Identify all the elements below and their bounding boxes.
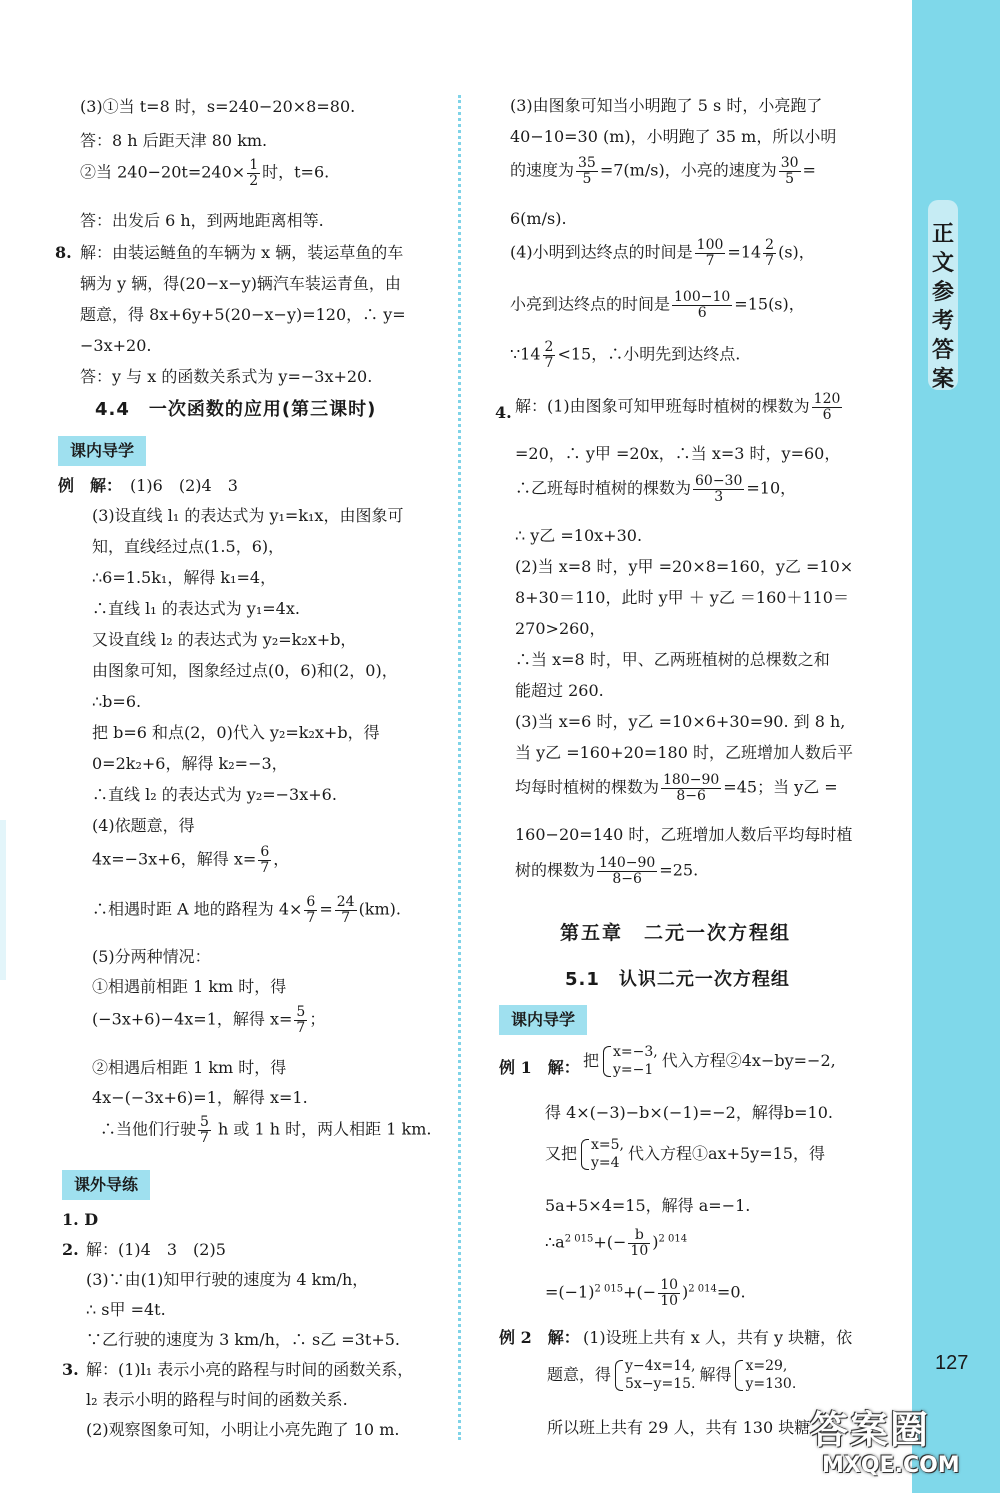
- text-line: =20，∴ y甲 =20x，∴当 x=3 时，y=60，: [515, 444, 841, 463]
- text-segment: +(−: [623, 1282, 657, 1302]
- text-line: 40−10=30 (m)，小明跑了 35 m，所以小明: [510, 127, 837, 146]
- text-segment: ): [682, 1282, 689, 1302]
- text-line: 又设直线 l₂ 的表达式为 y₂=k₂x+b，: [92, 630, 357, 649]
- text-segment: 解：(1)由图象可知甲班每时植树的棵数为: [515, 396, 810, 416]
- fraction-numerator: 120: [813, 391, 841, 407]
- text-segment: =7(m/s)，小亮的速度为: [599, 160, 777, 180]
- text-segment: 小亮到达终点的时间是: [510, 294, 671, 314]
- fraction-denominator: 7: [705, 252, 715, 269]
- text-line: ∴直线 l₁ 的表达式为 y₁=4x.: [92, 599, 300, 618]
- text-line: (1)6 (2)4 3: [130, 476, 238, 495]
- text-line: ∴直线 l₂ 的表达式为 y₂=−3x+6.: [92, 785, 337, 804]
- fraction-denominator: 3: [714, 488, 724, 505]
- text-segment: 时，t=6.: [262, 162, 330, 182]
- fraction-denominator: 7: [260, 859, 270, 876]
- text-line: 答：y 与 x 的函数关系式为 y=−3x+20.: [80, 367, 373, 386]
- watermark-text: 答案圈: [810, 1408, 931, 1452]
- text-line: (3)①当 t=8 时，s=240−20×8=80.: [80, 97, 356, 116]
- formula-line: [510, 290, 805, 320]
- formula-line: [92, 1005, 325, 1035]
- text-segment: (−3x+6)−4x=1，解得 x=: [92, 1009, 293, 1029]
- fraction-numerator: 35: [578, 155, 596, 171]
- formula-line: [547, 1358, 800, 1393]
- text-line: ∴ y乙 =10x+30.: [515, 526, 643, 545]
- text-segment: 解得: [699, 1365, 732, 1384]
- formula-line: [100, 1115, 431, 1145]
- question-number: 8.: [55, 243, 72, 262]
- text-segment: +(−: [593, 1232, 627, 1252]
- fraction-numerator: 140−90: [599, 855, 656, 871]
- fraction: [763, 238, 776, 268]
- formula-line: [515, 773, 838, 803]
- text-segment: ∴相遇时距 A 地的路程为 4×: [92, 899, 303, 919]
- fraction-numerator: 2: [544, 339, 554, 355]
- fraction-denominator: 7: [765, 252, 775, 269]
- text-segment: 代入方程①ax+5y=15，得: [628, 1144, 825, 1163]
- watermark-logo: [810, 1408, 995, 1488]
- fraction-numerator: 180−90: [663, 772, 720, 788]
- equation-system: [581, 1137, 624, 1172]
- text-segment: 又把: [545, 1144, 578, 1163]
- formula-line: [515, 856, 698, 886]
- text-line: (5)分两种情况：: [92, 947, 211, 966]
- formula-line: [545, 1137, 825, 1172]
- exponent: 2 014: [658, 1233, 688, 1245]
- formula-line: [92, 845, 289, 875]
- text-segment: 均每时植树的棵数为: [515, 777, 660, 797]
- text-line: 5a+5×4=15，解得 a=−1.: [545, 1196, 751, 1215]
- question-number: 4.: [495, 403, 512, 422]
- text-segment: ∵14: [510, 344, 541, 364]
- text-segment: (4)小明到达终点的时间是: [510, 242, 693, 262]
- fraction-denominator: 5: [785, 170, 795, 187]
- text-line: 解：(1)l₁ 表示小亮的路程与时间的函数关系，: [86, 1360, 414, 1379]
- system-line: y=4: [591, 1154, 620, 1171]
- text-segment: ，: [273, 849, 290, 869]
- text-line: ∴当 x=8 时，甲、乙两班植树的总棵数之和: [515, 650, 830, 669]
- text-segment: ∴当他们行驶: [100, 1119, 197, 1139]
- text-line: (3)当 x=6 时，y乙 =10×6+30=90. 到 8 h,: [515, 712, 846, 731]
- page-number: 127: [935, 1352, 969, 1374]
- fraction: [335, 895, 357, 925]
- formula-line: [515, 392, 844, 422]
- fraction: [812, 392, 843, 422]
- text-line: l₂ 表示小明的路程与时间的函数关系.: [86, 1390, 348, 1409]
- fraction-denominator: 10: [630, 1242, 649, 1259]
- text-segment: ②当 240−20t=240×: [80, 162, 246, 182]
- fraction: [672, 290, 732, 320]
- formula-line: [510, 238, 815, 268]
- text-line: ∵乙行驶的速度为 3 km/h，∴ s乙 =3t+5.: [86, 1330, 400, 1349]
- left-edge-shade: [0, 820, 6, 980]
- text-line: 能超过 260.: [515, 681, 604, 700]
- text-segment: 的速度为: [510, 160, 575, 180]
- fraction: [661, 773, 721, 803]
- formula-line: [80, 158, 329, 188]
- equation-system: [735, 1358, 796, 1393]
- fraction: [597, 856, 657, 886]
- fraction: [258, 845, 271, 875]
- section-tag: 课内导学: [499, 1005, 587, 1035]
- system-line: y−4x=14,: [625, 1358, 696, 1374]
- exponent: 2 015: [564, 1233, 594, 1245]
- text-line: 解：(1)4 3 (2)5: [86, 1240, 226, 1259]
- text-line: 知，直线经过点(1.5，6)，: [92, 537, 285, 556]
- text-segment: ): [652, 1232, 659, 1252]
- fraction-denominator: 5: [582, 170, 592, 187]
- fraction-numerator: b: [628, 1228, 650, 1244]
- example-label: 例 解：: [58, 476, 123, 495]
- fraction-numerator: 6: [306, 894, 316, 910]
- text-line: ∴6=1.5k₁，解得 k₁=4，: [92, 568, 277, 587]
- system-line: x=29,: [745, 1358, 788, 1374]
- fraction: [779, 156, 801, 186]
- text-line: ∴b=6.: [92, 692, 142, 711]
- fraction: [576, 156, 598, 186]
- text-line: 由图象可知，图象经过点(0，6)和(2，0)，: [92, 661, 398, 680]
- fraction-numerator: 100−10: [674, 289, 731, 305]
- text-line: ∴ s甲 =4t.: [86, 1300, 166, 1319]
- text-segment: ∴乙班每时植树的棵数为: [515, 478, 692, 498]
- text-segment: 把: [583, 1051, 600, 1070]
- text-line: 160−20=140 时，乙班增加人数后平均每时植: [515, 825, 853, 844]
- text-line: 答：出发后 6 h，到两地距离相等.: [80, 211, 324, 230]
- fraction-numerator: 5: [296, 1004, 306, 1020]
- section-title: 4.4 一次函数的应用(第三课时): [95, 399, 377, 420]
- fraction: [247, 158, 260, 188]
- text-segment: (s)，: [778, 242, 815, 262]
- question-number: 2.: [62, 1240, 79, 1259]
- text-line: 答：8 h 后距天津 80 km.: [80, 131, 268, 150]
- text-line: 当 y乙 =160+20=180 时，乙班增加人数后平: [515, 743, 853, 762]
- section-title: 5.1 认识二元一次方程组: [565, 969, 790, 990]
- text-line: 270>260，: [515, 619, 606, 638]
- text-line: (3)∵由(1)知甲行驶的速度为 4 km/h，: [86, 1270, 369, 1289]
- fraction-numerator: 2: [765, 237, 775, 253]
- fraction-denominator: 6: [822, 406, 832, 423]
- fraction-numerator: 100: [696, 237, 724, 253]
- formula-line: [583, 1044, 836, 1079]
- column-divider: [458, 95, 461, 1440]
- formula-line: [545, 1278, 746, 1308]
- text-line: −3x+20.: [80, 336, 152, 355]
- text-line: 所以班上共有 29 人，共有 130 块糖.: [547, 1418, 816, 1437]
- formula-line: [510, 340, 740, 370]
- text-segment: =25.: [659, 860, 699, 880]
- formula-line: [510, 156, 816, 186]
- fraction: [658, 1278, 680, 1308]
- equation-system: [603, 1044, 658, 1079]
- system-line: x=5,: [591, 1137, 624, 1153]
- text-segment: =14: [727, 242, 762, 262]
- text-segment: =45；当 y乙 =: [723, 777, 838, 797]
- fraction-denominator: 7: [341, 909, 351, 926]
- text-segment: =(−1): [545, 1282, 595, 1302]
- text-segment: =: [802, 160, 816, 180]
- text-line: 题意，得 8x+6y+5(20−x−y)=120，∴ y=: [80, 305, 406, 324]
- text-segment: 代入方程②4x−by=−2,: [661, 1051, 836, 1070]
- fraction-denominator: 6: [697, 304, 707, 321]
- text-line: (2)当 x=8 时，y甲 =20×8=160，y乙 =10×: [515, 557, 854, 576]
- question-number: 3.: [62, 1360, 79, 1379]
- text-segment: 4x=−3x+6，解得 x=: [92, 849, 257, 869]
- fraction-numerator: 10: [660, 1277, 679, 1293]
- text-segment: h 或 1 h 时，两人相距 1 km.: [212, 1119, 432, 1139]
- fraction-numerator: 30: [780, 155, 799, 171]
- text-segment: =0.: [716, 1282, 746, 1302]
- text-line: 1. D: [62, 1210, 99, 1229]
- text-line: (3)由图象可知当小明跑了 5 s 时，小亮跑了: [510, 96, 823, 115]
- text-segment: =10，: [746, 478, 797, 498]
- text-segment: (km).: [358, 899, 401, 919]
- text-line: 0=2k₂+6，解得 k₂=−3，: [92, 754, 288, 773]
- text-segment: =: [319, 899, 333, 919]
- fraction-numerator: 5: [200, 1114, 209, 1130]
- text-line: (3)设直线 l₁ 的表达式为 y₁=k₁x，由图象可: [92, 506, 404, 525]
- system-line: 5x−y=15.: [625, 1375, 696, 1392]
- text-line: ①相遇前相距 1 km 时，得: [92, 977, 287, 996]
- text-segment: <15，∴小明先到达终点.: [557, 344, 741, 364]
- exponent: 2 015: [594, 1283, 624, 1295]
- system-line: x=−3,: [613, 1044, 658, 1060]
- formula-line: [545, 1228, 687, 1258]
- fraction-denominator: 7: [544, 354, 554, 371]
- fraction: [198, 1115, 211, 1145]
- fraction-numerator: 1: [249, 157, 259, 173]
- fraction-denominator: 8−6: [676, 787, 706, 804]
- fraction-denominator: 7: [296, 1019, 306, 1036]
- fraction: [543, 340, 556, 370]
- text-line: 解：由装运鲢鱼的车辆为 x 辆，装运草鱼的车: [80, 243, 404, 262]
- fraction: [304, 895, 317, 925]
- section-tag: 课内导学: [58, 436, 146, 466]
- text-line: 得 4×(−3)−b×(−1)=−2，解得b=10.: [545, 1103, 833, 1122]
- text-line: 6(m/s).: [510, 209, 567, 228]
- fraction-numerator: 6: [260, 844, 270, 860]
- text-line: (4)依题意，得: [92, 816, 195, 835]
- section-tag: 课外导练: [62, 1170, 150, 1200]
- fraction-denominator: 2: [249, 172, 259, 189]
- text-line: ②相遇后相距 1 km 时，得: [92, 1058, 287, 1077]
- example-label: 例 2 解：: [499, 1328, 580, 1347]
- fraction-numerator: 60−30: [695, 473, 743, 489]
- text-segment: 树的棵数为: [515, 860, 596, 880]
- text-line: 8+30＝110，此时 y甲 ＋ y乙 ＝160＋110＝: [515, 588, 849, 607]
- text-segment: 题意，得: [547, 1365, 612, 1384]
- text-line: 把 b=6 和点(2，0)代入 y₂=k₂x+b，得: [92, 723, 380, 742]
- fraction: [628, 1228, 650, 1258]
- fraction-denominator: 10: [660, 1292, 679, 1309]
- formula-line: [515, 474, 796, 504]
- fraction-denominator: 7: [200, 1129, 209, 1146]
- side-label: 正文参考答案: [931, 222, 954, 392]
- example-label: 例 1 解：: [499, 1058, 580, 1077]
- text-segment: ；: [309, 1009, 326, 1029]
- system-line: y=−1: [613, 1061, 654, 1078]
- fraction-denominator: 7: [306, 909, 316, 926]
- formula-line: [92, 895, 401, 925]
- text-segment: =15(s)，: [734, 294, 805, 314]
- text-line: (2)观察图象可知，小明让小亮先跑了 10 m.: [86, 1420, 400, 1439]
- text-segment: ∴a: [545, 1232, 565, 1252]
- fraction: [695, 238, 726, 268]
- text-line: 4x−(−3x+6)=1，解得 x=1.: [92, 1088, 308, 1107]
- fraction-denominator: 8−6: [612, 870, 642, 887]
- fraction: [294, 1005, 307, 1035]
- exponent: 2 014: [688, 1283, 717, 1295]
- fraction: [693, 474, 744, 504]
- chapter-title: 第五章 二元一次方程组: [560, 922, 792, 944]
- system-line: y=130.: [745, 1375, 797, 1392]
- text-line: 辆为 y 辆，得(20−x−y)辆汽车装运青鱼，由: [80, 274, 401, 293]
- watermark-url: MXQE.COM: [822, 1453, 960, 1478]
- text-line: (1)设班上共有 x 人，共有 y 块糖，依: [583, 1328, 853, 1347]
- equation-system: [615, 1358, 695, 1393]
- fraction-numerator: 24: [336, 894, 355, 910]
